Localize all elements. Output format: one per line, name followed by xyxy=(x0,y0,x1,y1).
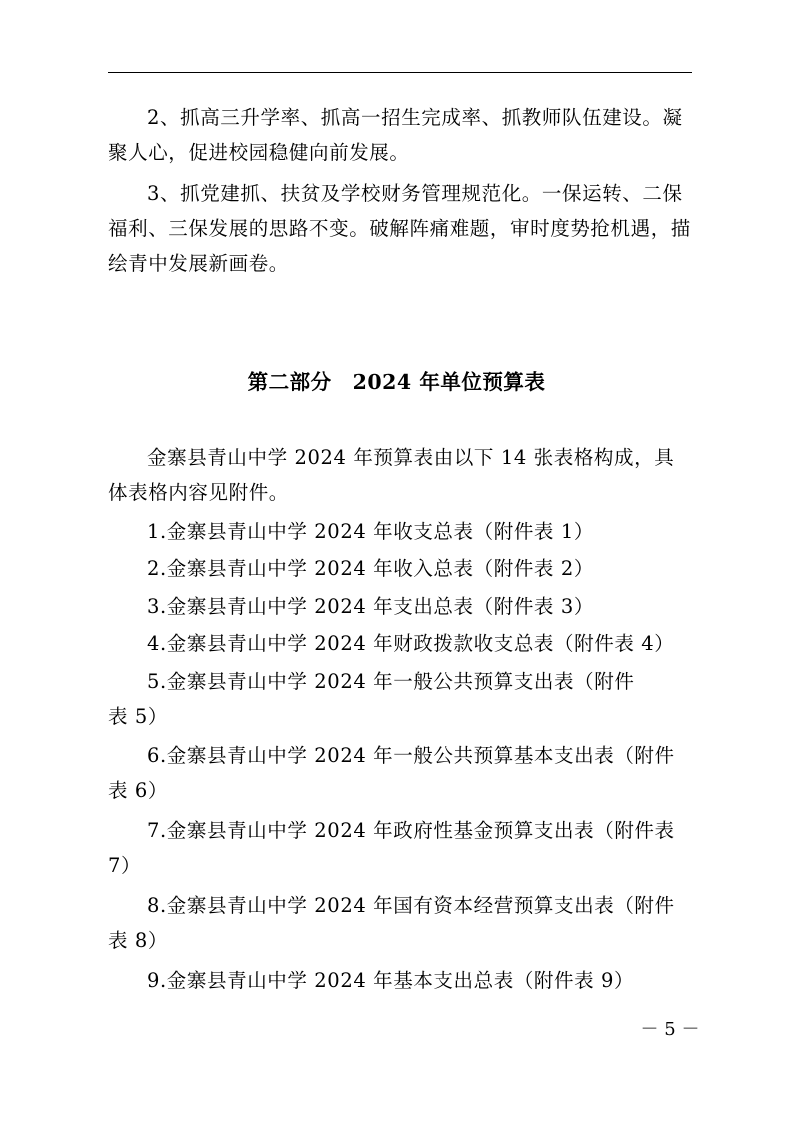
paragraph-item-3: 3、抓党建抓、扶贫及学校财务管理规范化。一保运转、二保福利、三保发展的思路不变。破解阵痛难题，审时度势抢机遇，描绘青中发展新画卷。 xyxy=(108,182,691,275)
list-item: 7.金寨县青山中学 2024 年政府性基金预算支出表（附件表 7） xyxy=(108,819,675,877)
header-rule xyxy=(108,72,692,73)
section-heading: 第二部分 2024 年单位预算表 xyxy=(247,370,546,394)
list-item: 4.金寨县青山中学 2024 年财政拨款收支总表（附件表 4） xyxy=(147,632,675,655)
list-item: 8.金寨县青山中学 2024 年国有资本经营预算支出表（附件表 8） xyxy=(108,894,675,952)
list-item: 2.金寨县青山中学 2024 年收入总表（附件表 2） xyxy=(147,557,594,580)
list-item: 3.金寨县青山中学 2024 年支出总表（附件表 3） xyxy=(147,595,594,618)
list-item: 9.金寨县青山中学 2024 年基本支出总表（附件表 9） xyxy=(147,969,635,992)
page-number: － 5 － xyxy=(640,1019,700,1040)
list-item: 5.金寨县青山中学 2024 年一般公共预算支出表（附件表 5） xyxy=(108,670,635,728)
paragraph-item-2: 2、抓高三升学率、抓高一招生完成率、抓教师队伍建设。凝聚人心，促进校园稳健向前发展。 xyxy=(108,106,683,164)
section-intro: 金寨县青山中学 2024 年预算表由以下 14 张表格构成，具体表格内容见附件。 xyxy=(108,446,675,504)
list-item: 1.金寨县青山中学 2024 年收支总表（附件表 1） xyxy=(147,520,594,543)
list-item: 6.金寨县青山中学 2024 年一般公共预算基本支出表（附件表 6） xyxy=(108,744,675,802)
